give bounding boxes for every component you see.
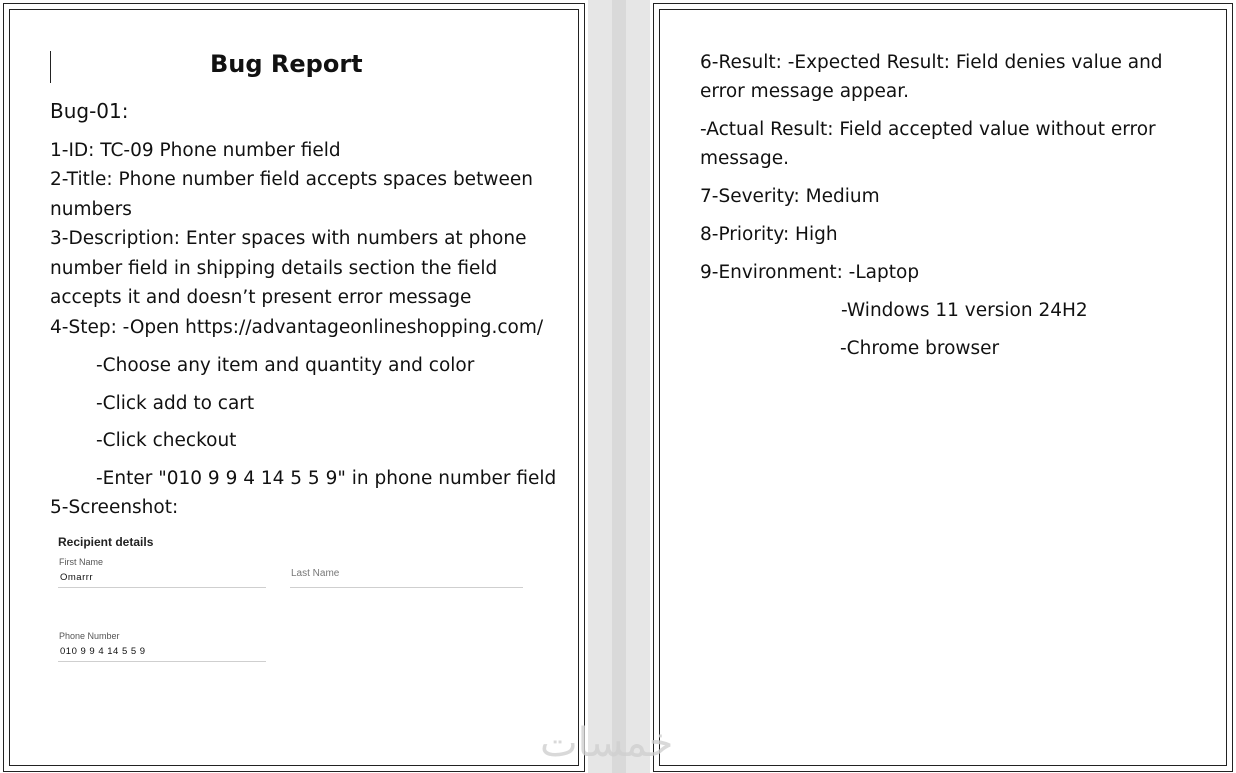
step-item: -Choose any item and quantity and color [96,355,475,376]
first-name-label: First Name [59,557,104,567]
last-name-underline [290,587,523,588]
priority-line: 8-Priority: High [700,224,838,245]
step-item: -Click checkout [96,430,237,451]
first-name-underline [58,587,266,588]
environment-item: -Chrome browser [840,338,1000,359]
bug-id: Bug-01: [50,99,129,123]
text-cursor [50,51,51,83]
report-line-description: 3-Description: Enter spaces with numbers at phone [50,228,527,249]
watermark-text: خمسات [540,720,674,766]
embedded-screenshot [50,530,530,670]
result-actual-cont: message. [700,148,790,169]
report-line-title-cont: numbers [50,199,132,220]
watermark-logo [540,720,673,766]
report-line-description-cont1: number field in shipping details section the field [50,258,498,279]
phone-number-value: 010 9 9 4 14 5 5 9 [60,646,146,657]
document-page-right [650,0,1236,773]
report-line-id: 1-ID: TC-09 Phone number field [50,140,341,161]
screenshot-label: 5-Screenshot: [50,497,179,518]
environment-line: 9-Environment: -Laptop [700,262,920,283]
step-item: -Click add to cart [96,393,255,414]
report-line-description-cont2: accepts it and doesn’t present error message [50,287,472,308]
result-expected-cont: error message appear. [700,81,910,102]
severity-line: 7-Severity: Medium [700,186,880,207]
report-line-step: 4-Step: -Open https://advantageonlineshopping.com/ [50,317,544,338]
document-page-left [0,0,588,773]
last-name-placeholder: Last Name [291,568,340,579]
environment-item: -Windows 11 version 24H2 [841,300,1088,321]
report-line-title: 2-Title: Phone number field accepts spaces between [50,169,533,190]
report-title: Bug Report [210,50,363,78]
recipient-details-heading: Recipient details [58,535,154,549]
result-actual: -Actual Result: Field accepted value without error [700,119,1156,140]
page-gutter [612,0,626,773]
phone-number-underline [58,661,266,662]
step-item: -Enter "010 9 9 4 14 5 5 9" in phone number field [96,468,557,489]
result-expected: 6-Result: -Expected Result: Field denies value and [700,52,1163,73]
phone-number-label: Phone Number [59,631,120,641]
first-name-value: Omarrr [60,572,94,583]
